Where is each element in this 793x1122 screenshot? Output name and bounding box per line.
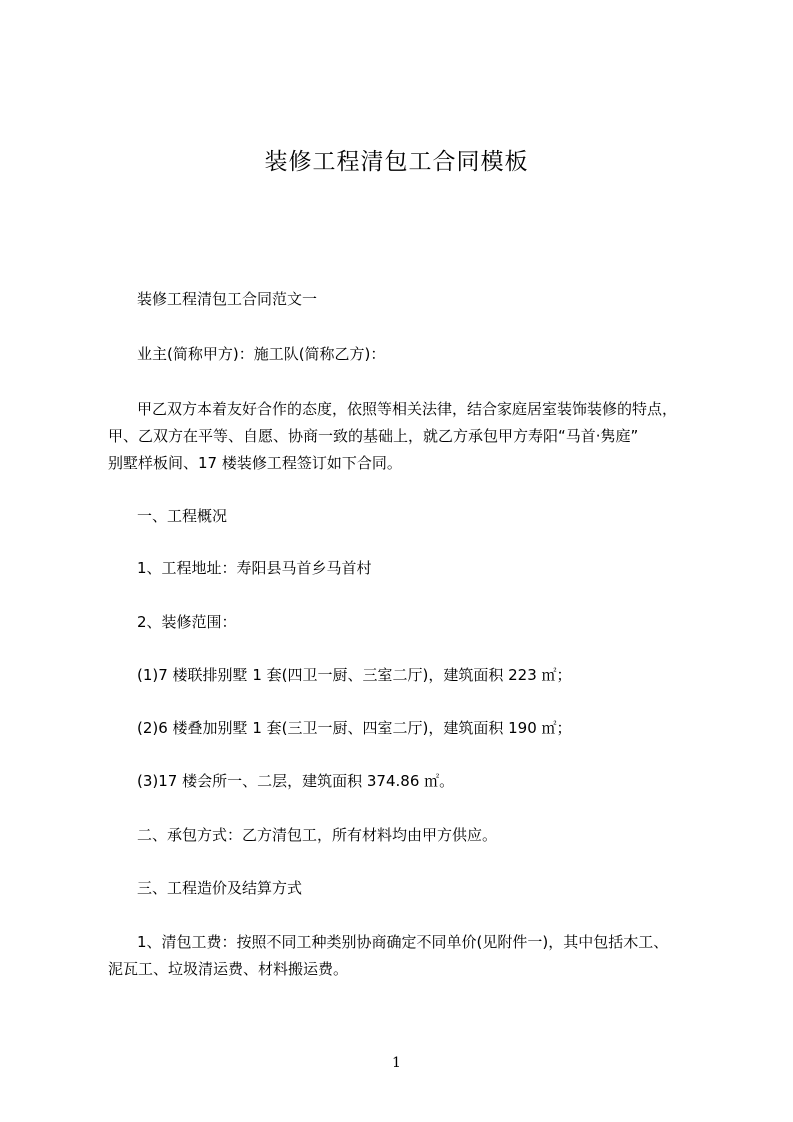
contract-subtitle: 装修工程清包工合同范文一 (137, 290, 318, 308)
intro-line: 别墅样板间、17 楼装修工程签订如下合同。 (108, 454, 402, 472)
contracting-method: 二、承包方式：乙方清包工，所有材料均由甲方供应。 (137, 826, 498, 844)
project-address: 1、工程地址：寿阳县马首乡马首村 (137, 559, 372, 577)
scope-item: (1)7 楼联排别墅 1 套(四卫一厨、三室二厅)，建筑面积 223 ㎡； (137, 666, 572, 684)
fee-line: 1、清包工费：按照不同工种类别协商确定不同单价(见附件一)，其中包括木工、 (137, 933, 669, 951)
intro-line: 甲、乙双方在平等、自愿、协商一致的基础上，就乙方承包甲方寿阳“马首·隽庭” (108, 427, 639, 445)
scope-item: (3)17 楼会所一、二层，建筑面积 374.86 ㎡。 (137, 772, 455, 790)
decoration-scope-label: 2、装修范围： (137, 613, 237, 631)
document-title: 装修工程清包工合同模板 (264, 149, 529, 175)
scope-item: (2)6 楼叠加别墅 1 套(三卫一厨、四室二厅)，建筑面积 190 ㎡； (137, 719, 572, 737)
intro-line: 甲乙双方本着友好合作的态度，依照等相关法律，结合家庭居室装饰装修的特点， (137, 400, 678, 418)
parties-line: 业主(简称甲方)：施工队(简称乙方)： (137, 345, 386, 363)
page-number: 1 (392, 1055, 401, 1071)
fee-line: 泥瓦工、垃圾清运费、材料搬运费。 (108, 960, 349, 978)
section-heading-overview: 一、工程概况 (137, 507, 228, 525)
section-heading-pricing: 三、工程造价及结算方式 (137, 879, 303, 897)
